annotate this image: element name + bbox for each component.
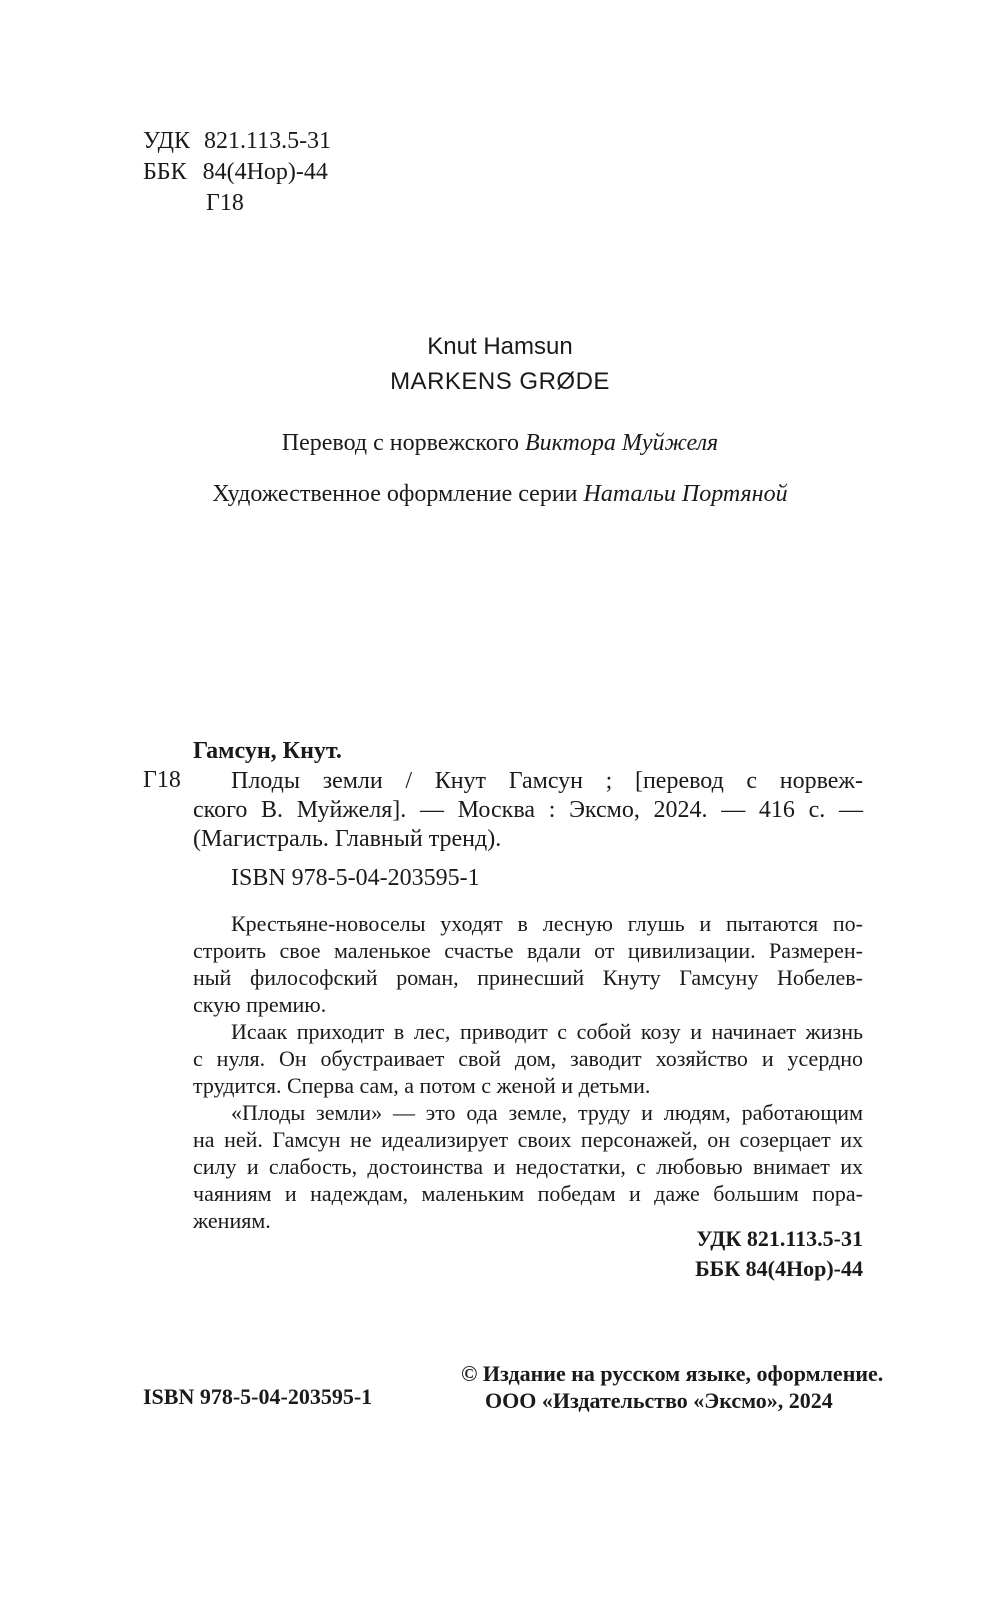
header-author-sign: Г18 bbox=[206, 190, 244, 216]
catalog-description-line: Плоды земли / Кнут Гамсун ; [перевод с норвеж- bbox=[231, 768, 863, 794]
annotation-line: Крестьяне-новоселы уходят в лесную глушь и пытаются по- bbox=[231, 911, 863, 936]
annotation-paragraph bbox=[193, 910, 863, 1018]
annotation-line: скую премию. bbox=[193, 992, 327, 1017]
annotation-line: ный философский роман, принесший Кнуту Гамсуну Нобелев- bbox=[193, 965, 863, 990]
catalog-author-heading: Гамсун, Кнут. bbox=[193, 738, 342, 764]
header-bbk-label: ББК bbox=[143, 159, 187, 185]
annotation-line: на ней. Гамсун не идеализирует своих персонажей, он созерцает их bbox=[193, 1127, 863, 1152]
footer-copyright-line1: © Издание на русском языке, оформление. bbox=[461, 1361, 884, 1386]
translator-name: Виктора Муйжеля bbox=[524, 430, 719, 456]
design-credit bbox=[0, 481, 1000, 508]
catalog-description-line: (Магистраль. Главный тренд). bbox=[193, 826, 502, 852]
catalog-description-line: ского В. Муйжеля]. — Москва : Эксмо, 2024. — 416 с. — bbox=[193, 797, 863, 823]
catalog-description bbox=[193, 767, 863, 854]
annotation-line: Исаак приходит в лес, приводит с собой козу и начинает жизнь bbox=[231, 1019, 863, 1044]
annotation-line: строить свое маленькое счастье вдали от цивилизации. Размерен- bbox=[193, 938, 863, 963]
annotation-paragraph bbox=[193, 1018, 863, 1099]
header-udk bbox=[143, 128, 331, 155]
header-bbk-value: 84(4Нор)-44 bbox=[202, 159, 328, 185]
designer-name: Натальи Портяной bbox=[583, 481, 788, 507]
classification-bbk: ББК 84(4Нор)-44 bbox=[695, 1256, 863, 1281]
annotation-line: с нуля. Он обустраивает свой дом, заводит хозяйство и усердно bbox=[193, 1046, 863, 1071]
header-bbk bbox=[143, 159, 328, 186]
footer-copyright-line2: ООО «Издательство «Эксмо», 2024 bbox=[485, 1388, 833, 1413]
annotation-line: силу и слабость, достоинства и недостатки, с любовью внимает их bbox=[193, 1154, 863, 1179]
annotation bbox=[193, 910, 863, 1234]
annotation-line: трудится. Сперва сам, а потом с женой и детьми. bbox=[193, 1073, 651, 1098]
translation-prefix: Перевод с норвежского bbox=[281, 430, 519, 456]
classification-udk: УДК 821.113.5-31 bbox=[696, 1226, 863, 1251]
header-udk-label: УДК bbox=[143, 128, 190, 154]
header-udk-value: 821.113.5-31 bbox=[203, 128, 332, 154]
original-title: MARKENS GRØDE bbox=[390, 368, 610, 395]
annotation-line: «Плоды земли» — это ода земле, труду и людям, работающим bbox=[231, 1100, 863, 1125]
annotation-line: жениям. bbox=[193, 1208, 271, 1233]
footer-isbn: ISBN 978-5-04-203595-1 bbox=[143, 1384, 373, 1409]
catalog-author-sign: Г18 bbox=[143, 767, 181, 793]
translation-credit bbox=[0, 430, 1000, 457]
catalog-isbn: ISBN 978-5-04-203595-1 bbox=[231, 865, 480, 891]
original-author: Knut Hamsun bbox=[427, 333, 573, 360]
annotation-paragraph bbox=[193, 1099, 863, 1234]
annotation-line: чаяниям и надеждам, маленьким победам и даже большим пора- bbox=[193, 1181, 863, 1206]
design-prefix: Художественное оформление серии bbox=[212, 481, 578, 507]
